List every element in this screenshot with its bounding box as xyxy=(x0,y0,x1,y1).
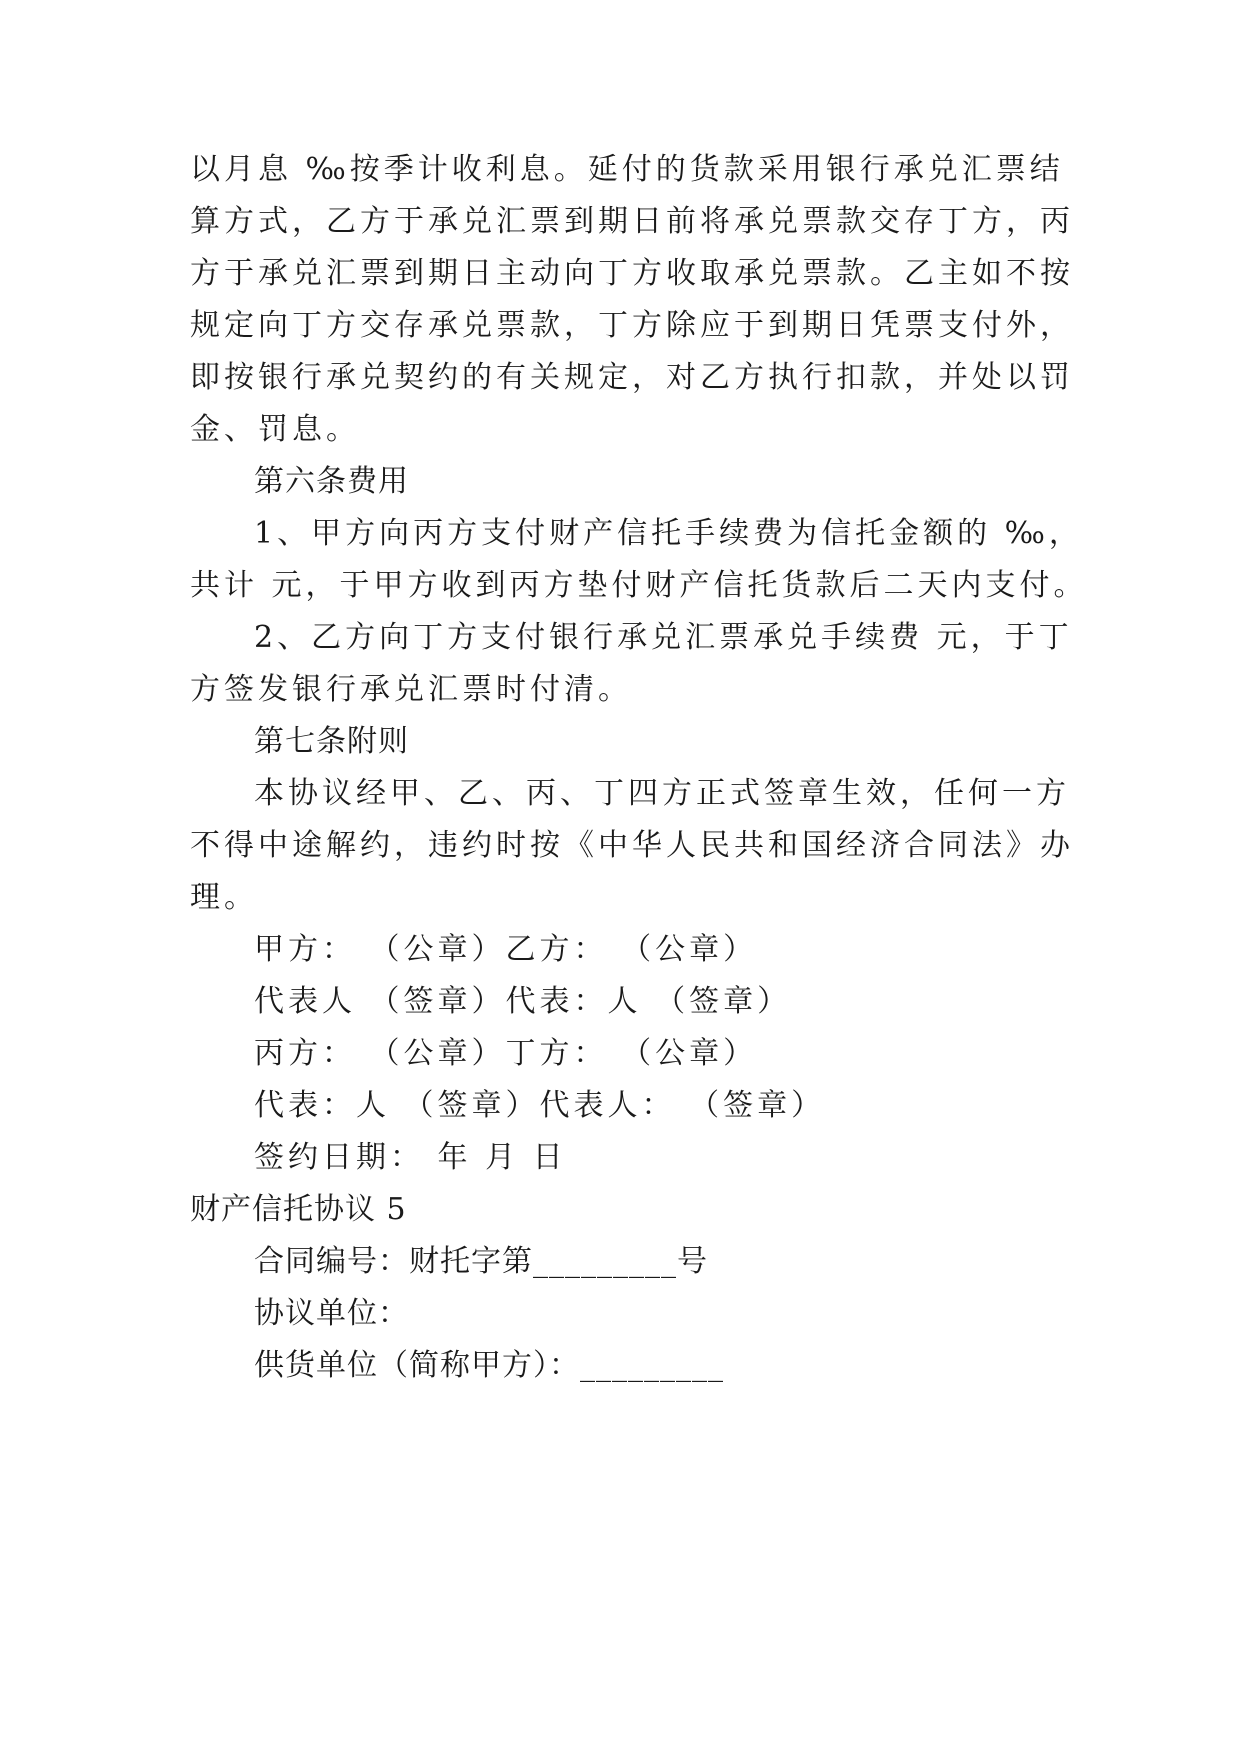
body-text-line: 方于承兑汇票到期日主动向丁方收取承兑票款。乙主如不按 xyxy=(190,256,1074,291)
clause-line: 本协议经甲、乙、丙、丁四方正式签章生效，任何一方 xyxy=(254,776,1070,811)
contract-number-line: 合同编号：财托字第_________号 xyxy=(254,1244,708,1279)
body-text-line: 不得中途解约，违约时按《中华人民共和国经济合同法》办 xyxy=(190,828,1074,863)
signature-line: 代表：人 （签章）代表人： （签章） xyxy=(254,1088,826,1123)
body-text-line: 规定向丁方交存承兑票款，丁方除应于到期日凭票支付外， xyxy=(190,308,1074,343)
supplier-line: 供货单位（简称甲方）：_________ xyxy=(254,1348,724,1383)
signing-date-line: 签约日期： 年 月 日 xyxy=(254,1140,567,1175)
parties-label: 协议单位： xyxy=(254,1296,409,1331)
body-text-line: 以月息 ‰按季计收利息。延付的货款采用银行承兑汇票结 xyxy=(190,152,1064,187)
clause-line: 2、乙方向丁方支付银行承兑汇票承兑手续费 元，于丁 xyxy=(254,620,1073,655)
body-text-line: 算方式，乙方于承兑汇票到期日前将承兑票款交存丁方，丙 xyxy=(190,204,1074,239)
signature-line: 甲方： （公章）乙方： （公章） xyxy=(254,932,758,967)
clause-line: 1、甲方向丙方支付财产信托手续费为信托金额的 ‰， xyxy=(254,516,1083,551)
section-heading-fees: 第六条费用 xyxy=(254,464,409,499)
agreement-title: 财产信托协议 5 xyxy=(190,1192,407,1227)
signature-line: 代表人 （签章）代表：人 （签章） xyxy=(254,984,792,1019)
body-text-line: 共计 元，于甲方收到丙方垫付财产信托货款后二天内支付。 xyxy=(190,568,1088,603)
body-text-line: 理。 xyxy=(190,880,258,915)
signature-line: 丙方： （公章）丁方： （公章） xyxy=(254,1036,758,1071)
body-text-line: 金、罚息。 xyxy=(190,412,360,447)
body-text-line: 即按银行承兑契约的有关规定，对乙方执行扣款，并处以罚 xyxy=(190,360,1074,395)
body-text-line: 方签发银行承兑汇票时付清。 xyxy=(190,672,632,707)
section-heading-supplementary: 第七条附则 xyxy=(254,724,409,759)
